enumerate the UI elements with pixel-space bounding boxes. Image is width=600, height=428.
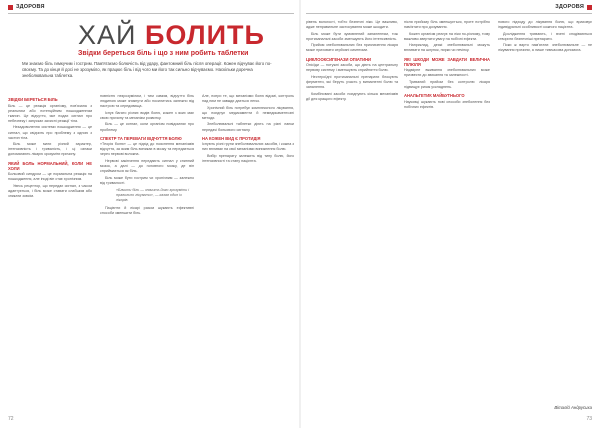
header-rule-left	[8, 13, 294, 14]
paragraph: рівень вологості, тобто безпечні ліки. Це важливо, адже неправильне застосування може шкодити.	[306, 20, 398, 30]
paragraph: Опіоїди — потужні засоби, що діють на центральну нервову систему і зменшують сприйняття болю.	[306, 63, 398, 73]
section-heading: НА КОЖЕН ВИД Є ПРОТИДІЯ	[202, 135, 261, 141]
pull-quote: «Бачити біль — значить його зрозуміти і правильно лікувати», — казав один із лікарів.	[116, 188, 190, 203]
text-column-a	[8, 94, 92, 201]
paragraph: після прийому біль зменшується, проте потрібно пам'ятати про дозування.	[404, 20, 490, 30]
paragraph: Знеболювальні таблетки діють на різні ланки передачі больового сигналу.	[202, 122, 294, 132]
paragraph: Нервові закінчення передають сигнал у спинний мозок, а далі — до головного мозку, де він сприймається як біль.	[100, 159, 194, 174]
paragraph: Біль може бути зумовлений запаленням, тож протизапальні засоби зменшують його інтенсивність.	[306, 31, 398, 41]
paragraph: Існують різні групи знеболювальних засобів, і кожна з них впливає на свої механізми виникнення болю.	[202, 142, 294, 152]
paragraph: Надмірне вживання знеболювальних може призвести до звикання та залежності.	[404, 68, 490, 78]
section-heading: СПЕКТР ТА ПЕРЕВАГИ ВІДЧУТТЯ БОЛЮ	[100, 135, 182, 141]
paragraph: Пацієнти й лікарі разом шукають ефективні способи зменшити біль.	[100, 206, 194, 216]
text-column-e	[404, 20, 490, 111]
article-subhead: Звідки береться біль і що з ним робить таблетки	[78, 50, 249, 57]
paragraph: Прийом знеболювальних без призначення лікаря може приховати серйозні симптоми.	[306, 43, 398, 53]
paragraph: Поки ж варто пам'ятати: знеболювальне — не лікування причини, а лише тимчасова допомога.	[498, 43, 592, 53]
headline-word-1: ХАЙ	[78, 20, 145, 50]
author-byline: Віталій Андрусиха	[554, 405, 592, 410]
article-headline	[78, 20, 265, 51]
paragraph: Незадоволення системи пошкодження — це сигнал, що свідчить про проблему з одною з частин тіла.	[8, 125, 92, 140]
text-column-b	[100, 94, 194, 218]
paragraph: Вибір препарату залежить від типу болю, його інтенсивності та стану пацієнта.	[202, 153, 294, 164]
text-column-d	[306, 20, 398, 103]
paragraph: Комбіновані засоби поєднують кілька механізмів дії для кращого ефекту.	[306, 91, 398, 101]
section-marker-icon	[587, 5, 592, 10]
running-head-left	[8, 4, 45, 10]
paragraph: Больовий синдром — це нормальна реакція на пошкодження, але іноді він стає хронічним.	[8, 172, 92, 182]
section-heading: ЗВІДКИ БЕРЕТЬСЯ БІЛЬ	[8, 97, 58, 102]
paragraph: Дослідження тривають, і вчені сподіваються створити безпечніші препарати.	[498, 31, 592, 41]
header-rule-right	[306, 13, 592, 14]
section-heading: ЯКИЙ БОЛЬ НОРМАЛЬНИЙ, КОЛИ НЕ ХОЛИ	[8, 160, 92, 171]
section-heading: АНАЛЬГЕТИК МАЙБУТНЬОГО	[404, 93, 465, 99]
paragraph: Біль — це реакція організму, пов'язана з реальним або потенційним пошкодженням тканин. Це відчуття, яке подає сигнал про небезпеку і запускає захисні реакції тіла.	[8, 103, 92, 123]
running-head-right	[555, 4, 592, 10]
running-head-left-label: ЗДОРОВЯ	[16, 4, 45, 10]
headline-word-2: БОЛИТЬ	[144, 20, 265, 50]
paragraph: Нестероїдні протизапальні препарати блокують ферменти, які беруть участь у виникненні болю та запалення.	[306, 74, 398, 90]
paragraph: Хронічний біль потребує комплексного лікування, що поєднує медикаменти й немедикаментозні методи.	[202, 105, 294, 120]
paragraph: Наприклад, деякі знеболювальні можуть впливати на шлунок, нирки чи печінку.	[404, 43, 490, 53]
article-lead: Ми знаємо біль гимкучим і гострим. Пам'ятаємо болючість від удару, фантомний біль після операції. Кожен відчуває його по-своєму. Та до кінця й досі не зрозуміло, як працює біль і від чого ми його так сильно відчуваємо. Наскільки доречна знеболювальна таблетка.	[22, 61, 272, 78]
page-gutter	[299, 0, 301, 428]
text-column-c	[202, 94, 294, 166]
paragraph: Але, попри те, що механізми болю відомі, контроль над ним не завжди дається легко.	[202, 94, 294, 104]
paragraph: нового підходу до лікування болю, що враховує індивідуальні особливості кожного пацієнта.	[498, 20, 592, 30]
section-heading: ЦИКЛООКСИГЕНАЗИ ОПІАТИНИ	[306, 56, 371, 62]
paragraph: Біль може бути гострим чи хронічним — залежно від тривалості.	[100, 175, 194, 185]
paragraph: Увесь рецептор, що передає сигнал, з часом адаптується, і біль може ставати слабшим або зникати зовсім.	[8, 183, 92, 199]
paragraph: Існує багато різних видів болю, кожен з яких має свою причину та механізм розвитку.	[100, 110, 194, 120]
section-heading: ЯКІ ШКОДИ МОЖЕ ЗАВДАТИ ВЕЛИЧНА ПІЛЮЛЯ	[404, 56, 490, 67]
paragraph: повністю незрозумілим, і тим самим, відчуття біль людиною може зникнути або посилитись залежно від настрою та середовища.	[100, 94, 194, 109]
paragraph: Біль — це сигнал, коли організм повідомляє про проблему.	[100, 122, 194, 132]
section-marker-icon	[8, 5, 13, 10]
text-column-f	[498, 20, 592, 55]
running-head-right-label: ЗДОРОВЯ	[555, 4, 584, 10]
paragraph: «Теорія болю» — це підхід до пояснення механізмів відчуття, за яким біль виникає в мозку та передається через нервові волокна.	[100, 142, 194, 157]
paragraph: Біль може мати різний характер, інтенсивність і тривалість, і ці ознаки допомагають лікарю зрозуміти причину.	[8, 142, 92, 157]
paragraph: Кожен організм реагує на ліки по-різному, тому важливо звертати увагу на побічні ефекти.	[404, 31, 490, 41]
paragraph: Тривалий прийом без контролю лікаря підвищує ризик ускладнень.	[404, 79, 490, 90]
page-number-left: 72	[8, 416, 14, 422]
page-number-right: 73	[586, 416, 592, 422]
paragraph: Науковці шукають нові способи знеболення без побічних ефектів.	[404, 99, 490, 109]
